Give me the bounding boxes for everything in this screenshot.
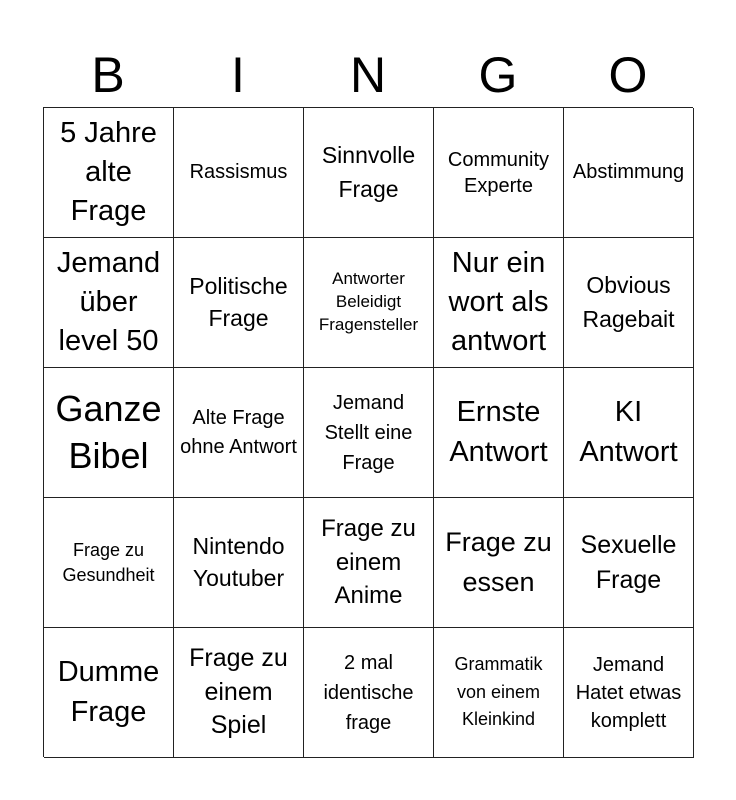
- header-letter-i: I: [231, 47, 245, 103]
- bingo-cell-r4-c3: [434, 628, 564, 758]
- bingo-cell-text: Obvious Ragebait: [582, 272, 675, 332]
- bingo-cell-text: Politische Frage: [189, 273, 288, 331]
- bingo-cell-r1-c2: [304, 238, 434, 368]
- bingo-cell-text: Nur ein wort als antwort: [448, 246, 549, 358]
- bingo-cell-text: Abstimmung: [572, 161, 685, 183]
- bingo-cell-text: Frage zu essen: [445, 527, 552, 597]
- bingo-cell-r0-c4: [564, 108, 694, 238]
- bingo-cell-text: Ganze Bibel: [55, 387, 162, 476]
- bingo-cell-r3-c4: [564, 498, 694, 628]
- header-letter-n: N: [349, 47, 387, 103]
- bingo-cell-r1-c0: [44, 238, 174, 368]
- bingo-cell-text: KI Antwort: [579, 396, 678, 468]
- bingo-cell-r3-c3: [434, 498, 564, 628]
- bingo-cell-r2-c3: [434, 368, 564, 498]
- bingo-header: [43, 44, 693, 106]
- bingo-cell-r0-c2: [304, 108, 434, 238]
- bingo-cell-r2-c4: [564, 368, 694, 498]
- bingo-cell-text: Nintendo Youtuber: [192, 533, 285, 591]
- bingo-cell-r1-c4: [564, 238, 694, 368]
- bingo-cell-text: Community Experte: [447, 148, 550, 197]
- bingo-cell-text: Frage zu einem Spiel: [189, 643, 288, 740]
- bingo-cell-r0-c3: [434, 108, 564, 238]
- bingo-cell-r4-c0: [44, 628, 174, 758]
- bingo-cell-r2-c2: [304, 368, 434, 498]
- bingo-cell-text: Sinnvolle Frage: [321, 142, 416, 202]
- bingo-cell-text: Rassismus: [189, 161, 288, 183]
- bingo-cell-r0-c0: [44, 108, 174, 238]
- bingo-cell-text: Grammatik von einem Kleinkind: [454, 653, 543, 730]
- bingo-cell-text: Jemand Hatet etwas komplett: [575, 653, 682, 732]
- bingo-cell-r1-c3: [434, 238, 564, 368]
- bingo-board: [43, 107, 693, 757]
- bingo-cell-text: Jemand über level 50: [56, 246, 161, 358]
- bingo-cell-text: 5 Jahre alte Frage: [60, 116, 157, 228]
- bingo-cell-text: 2 mal identische frage: [323, 651, 414, 734]
- bingo-cell-text: Sexuelle Frage: [580, 530, 677, 594]
- bingo-cell-r4-c4: [564, 628, 694, 758]
- header-letter-g: G: [478, 47, 518, 103]
- bingo-cell-text: Jemand Stellt eine Frage: [324, 391, 413, 474]
- bingo-cell-r2-c0: [44, 368, 174, 498]
- bingo-cell-r1-c1: [174, 238, 304, 368]
- bingo-cell-text: Frage zu Gesundheit: [62, 540, 155, 585]
- bingo-cell-r3-c0: [44, 498, 174, 628]
- header-letter-o: O: [608, 47, 648, 103]
- bingo-cell-text: Ernste Antwort: [449, 396, 548, 468]
- bingo-cell-text: Dumme Frage: [57, 656, 160, 728]
- bingo-cell-r3-c2: [304, 498, 434, 628]
- bingo-cell-text: Antworter Beleidigt Fragensteller: [318, 269, 419, 334]
- bingo-cell-r3-c1: [174, 498, 304, 628]
- bingo-cell-r4-c2: [304, 628, 434, 758]
- bingo-cell-text: Frage zu einem Anime: [321, 515, 416, 610]
- header-letter-b: B: [91, 47, 125, 103]
- bingo-cell-text: Alte Frage ohne Antwort: [180, 406, 297, 458]
- bingo-cell-r0-c1: [174, 108, 304, 238]
- bingo-cell-r4-c1: [174, 628, 304, 758]
- bingo-cell-r2-c1: [174, 368, 304, 498]
